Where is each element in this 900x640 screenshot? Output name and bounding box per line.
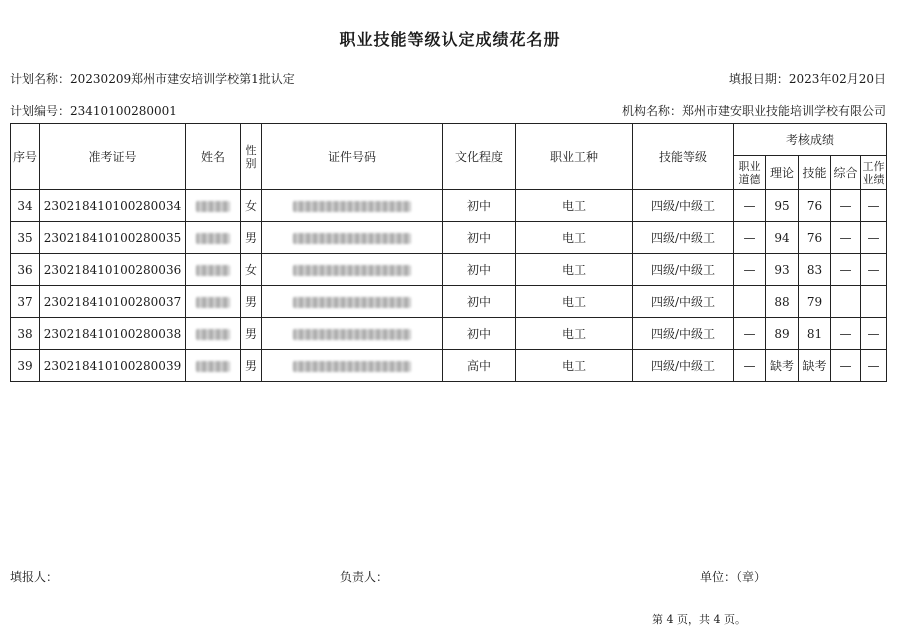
- cell-overall: —: [831, 190, 861, 222]
- cell-skill: 76: [799, 190, 831, 222]
- header-gender: 性别: [241, 124, 262, 190]
- cell-name-redacted: [186, 286, 241, 318]
- cell-gender: 女: [241, 254, 262, 286]
- cell-gender: 男: [241, 222, 262, 254]
- cell-occupation: 电工: [516, 318, 633, 350]
- table-header-row: [11, 124, 887, 156]
- cell-exam-no: 230218410100280036: [40, 254, 186, 286]
- cell-seq: 38: [11, 318, 40, 350]
- table-row: [11, 318, 887, 350]
- cell-work: —: [861, 222, 887, 254]
- cell-overall: [831, 286, 861, 318]
- cell-education: 高中: [443, 350, 516, 382]
- cell-occupation: 电工: [516, 222, 633, 254]
- cell-occupation: 电工: [516, 350, 633, 382]
- cell-overall: —: [831, 222, 861, 254]
- plan-no-label: 计划编号：: [10, 104, 71, 118]
- table-row: [11, 254, 887, 286]
- cell-gender: 男: [241, 286, 262, 318]
- cell-name-redacted: [186, 190, 241, 222]
- cell-id-redacted: [262, 254, 443, 286]
- header-skill: 技能: [799, 156, 831, 190]
- plan-name-label: 计划名称：: [10, 72, 71, 86]
- fill-date-value: 2023年02月20日: [788, 72, 886, 86]
- cell-seq: 37: [11, 286, 40, 318]
- cell-education: 初中: [443, 318, 516, 350]
- header-seq: 序号: [11, 124, 40, 190]
- cell-name-redacted: [186, 350, 241, 382]
- cell-theory: 89: [766, 318, 799, 350]
- redacted-name: [196, 361, 230, 372]
- cell-level: 四级/中级工: [633, 254, 734, 286]
- redacted-id: [293, 233, 411, 244]
- cell-ethics: —: [734, 254, 766, 286]
- redacted-name: [196, 297, 230, 308]
- table-row: [11, 222, 887, 254]
- redacted-name: [196, 329, 230, 340]
- header-overall: 综合: [831, 156, 861, 190]
- header-occupation: 职业工种: [516, 124, 633, 190]
- cell-seq: 34: [11, 190, 40, 222]
- cell-gender: 女: [241, 190, 262, 222]
- cell-education: 初中: [443, 190, 516, 222]
- cell-skill: 76: [799, 222, 831, 254]
- redacted-id: [293, 297, 411, 308]
- redacted-id: [293, 201, 411, 212]
- cell-gender: 男: [241, 350, 262, 382]
- cell-theory: 88: [766, 286, 799, 318]
- cell-education: 初中: [443, 286, 516, 318]
- redacted-id: [293, 329, 411, 340]
- cell-ethics: [734, 286, 766, 318]
- table-body: [11, 190, 887, 382]
- cell-education: 初中: [443, 222, 516, 254]
- cell-level: 四级/中级工: [633, 318, 734, 350]
- cell-skill: 缺考: [799, 350, 831, 382]
- cell-exam-no: 230218410100280034: [40, 190, 186, 222]
- cell-name-redacted: [186, 254, 241, 286]
- cell-work: —: [861, 254, 887, 286]
- org-name-line: [622, 102, 886, 119]
- page-indicator: 第 4 页，共 4 页。: [652, 613, 746, 626]
- header-scores-group: 考核成绩: [734, 124, 887, 156]
- cell-skill: 83: [799, 254, 831, 286]
- cell-id-redacted: [262, 350, 443, 382]
- cell-level: 四级/中级工: [633, 222, 734, 254]
- cell-id-redacted: [262, 222, 443, 254]
- cell-seq: 36: [11, 254, 40, 286]
- document-title: 职业技能等级认定成绩花名册: [339, 30, 561, 49]
- cell-occupation: 电工: [516, 286, 633, 318]
- cell-level: 四级/中级工: [633, 350, 734, 382]
- filler-label: 填报人：: [10, 570, 59, 584]
- plan-no-value: 23410100280001: [70, 104, 177, 118]
- table-row: [11, 350, 887, 382]
- org-name-value: 郑州市建安职业技能培训学校有限公司: [681, 104, 886, 118]
- cell-work: [861, 286, 887, 318]
- cell-level: 四级/中级工: [633, 190, 734, 222]
- fill-date-label: 填报日期：: [728, 72, 789, 86]
- cell-skill: 81: [799, 318, 831, 350]
- cell-level: 四级/中级工: [633, 286, 734, 318]
- responsible-label: 负责人：: [340, 570, 389, 584]
- cell-work: —: [861, 350, 887, 382]
- plan-no-line: [10, 102, 177, 119]
- cell-skill: 79: [799, 286, 831, 318]
- cell-ethics: —: [734, 222, 766, 254]
- header-level: 技能等级: [633, 124, 734, 190]
- cell-exam-no: 230218410100280038: [40, 318, 186, 350]
- cell-theory: 93: [766, 254, 799, 286]
- cell-exam-no: 230218410100280035: [40, 222, 186, 254]
- cell-ethics: —: [734, 318, 766, 350]
- cell-gender: 男: [241, 318, 262, 350]
- cell-exam-no: 230218410100280039: [40, 350, 186, 382]
- cell-name-redacted: [186, 222, 241, 254]
- org-label: 机构名称：: [621, 104, 682, 118]
- cell-ethics: —: [734, 350, 766, 382]
- cell-theory: 缺考: [766, 350, 799, 382]
- cell-work: —: [861, 318, 887, 350]
- cell-overall: —: [831, 350, 861, 382]
- header-exam-no: 准考证号: [40, 124, 186, 190]
- cell-education: 初中: [443, 254, 516, 286]
- header-ethics: 职业道德: [734, 156, 766, 190]
- header-id-no: 证件号码: [262, 124, 443, 190]
- cell-occupation: 电工: [516, 254, 633, 286]
- cell-theory: 95: [766, 190, 799, 222]
- cell-occupation: 电工: [516, 190, 633, 222]
- cell-work: —: [861, 190, 887, 222]
- redacted-name: [196, 233, 230, 244]
- cell-exam-no: 230218410100280037: [40, 286, 186, 318]
- header-theory: 理论: [766, 156, 799, 190]
- cell-id-redacted: [262, 286, 443, 318]
- table-row: [11, 286, 887, 318]
- unit-seal-label: 单位：（章）: [700, 570, 767, 584]
- redacted-name: [196, 265, 230, 276]
- header-education: 文化程度: [443, 124, 516, 190]
- cell-id-redacted: [262, 190, 443, 222]
- plan-name-line: [10, 70, 295, 87]
- table-row: [11, 190, 887, 222]
- cell-ethics: —: [734, 190, 766, 222]
- cell-overall: —: [831, 254, 861, 286]
- cell-seq: 39: [11, 350, 40, 382]
- cell-overall: —: [831, 318, 861, 350]
- redacted-name: [196, 201, 230, 212]
- cell-theory: 94: [766, 222, 799, 254]
- cell-seq: 35: [11, 222, 40, 254]
- cell-id-redacted: [262, 318, 443, 350]
- header-work-performance: 工作业绩: [861, 156, 887, 190]
- cell-name-redacted: [186, 318, 241, 350]
- header-name: 姓名: [186, 124, 241, 190]
- redacted-id: [293, 265, 411, 276]
- plan-name-value: 20230209郑州市建安培训学校第1批认定: [70, 72, 295, 86]
- redacted-id: [293, 361, 411, 372]
- fill-date-line: [729, 70, 886, 87]
- score-roster-table: [10, 123, 887, 382]
